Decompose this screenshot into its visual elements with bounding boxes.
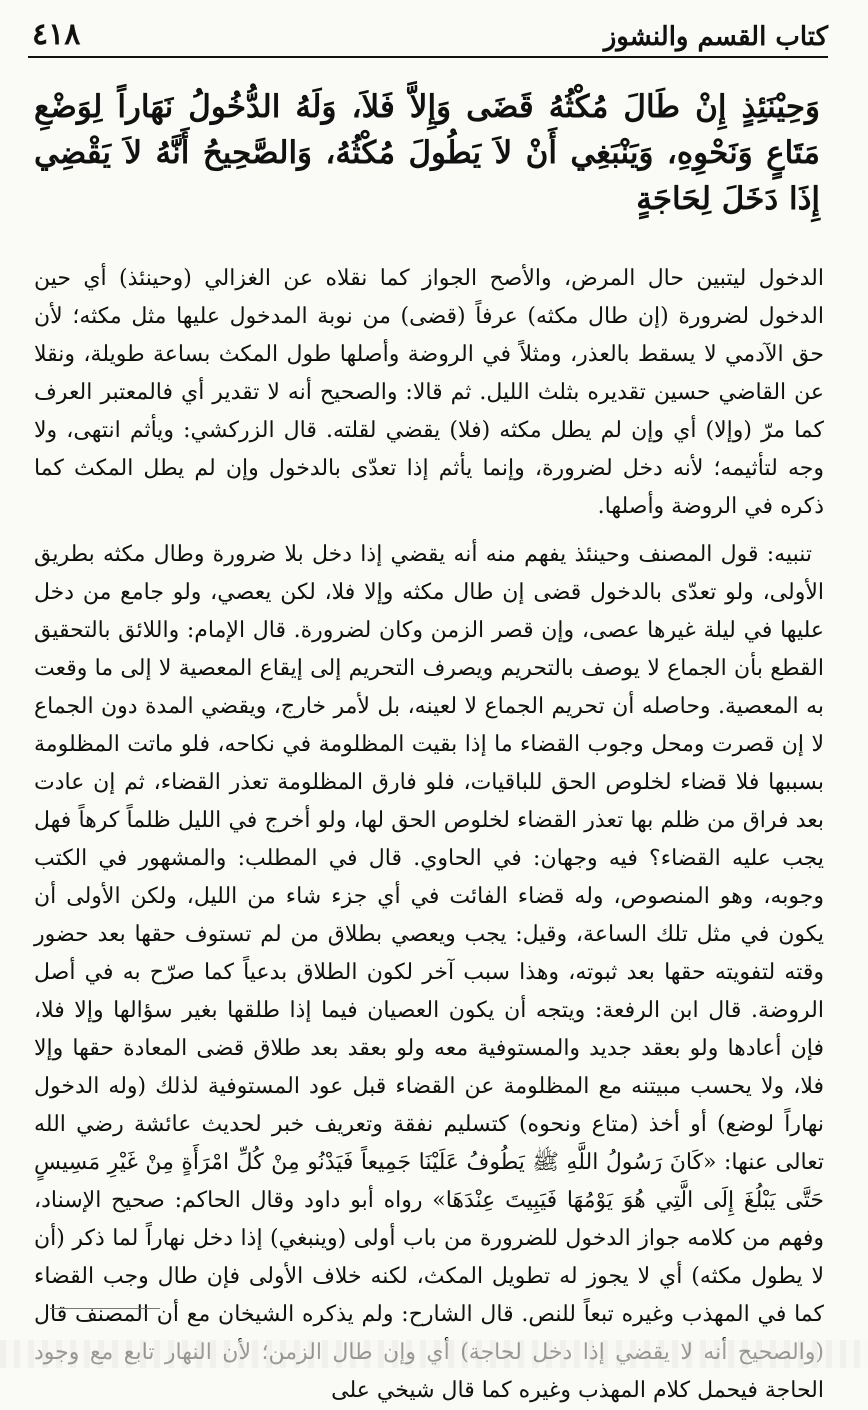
bottom-rule (50, 1308, 160, 1309)
main-text-paragraph: وَحِيْنَئِذٍ إِنْ طَالَ مُكْثُهُ قَضَى وَإِلاَّ فَلاَ، وَلَهُ الدُّخُولُ نَهَاراً لِوَضْعِ مَتَاعٍ وَنَحْوِهِ، وَيَنْبَغِي أَنْ لاَ يَطُولَ مُكْثُهُ، وَالصَّحِيحُ أَنَّهُ لاَ يَقْضِي إِذَا دَخَلَ لِحَاجَةٍ (34, 89, 820, 217)
commentary-paragraph-1: الدخول ليتبين حال المرض، والأصح الجواز كما نقلاه عن الغزالي (وحينئذ) أي حين الدخول لضرورة (إن طال مكثه) عرفاً (قضى) من نوبة المدخول عليها مثل مكثه؛ لأن حق الآدمي لا يسقط بالعذر، ومثلاً في الروضة وأصلها طول المكث بساعة طويلة، ونقلا عن القاضي حسين تقديره بثلث الليل. ثم قالا: والصحيح أنه لا تقدير أي فالمعتبر العرف كما مرّ (وإلا) أي وإن لم يطل مكثه (فلا) يقضي لقلته. قال الزركشي: ويأثم انتهى، ولا وجه لتأثيمه؛ لأنه دخل لضرورة، وإنما يأثم إذا تعدّى بالدخول وإن لم يطل المكث كما ذكره في الروضة وأصلها. (34, 266, 824, 519)
commentary-paragraph-2: تنبيه: قول المصنف وحينئذ يفهم منه أنه يقضي إذا دخل بلا ضرورة وطال مكثه بطريق الأولى، ولو تعدّى بالدخول قضى إن طال مكثه وإلا فلا، لكن يعصي، ولو جامع من دخل عليها في ليلة غيرها عصى، وإن قصر الزمن وكان لضرورة. قال الإمام: واللائق بالتحقيق القطع بأن الجماع لا يوصف بالتحريم ويصرف التحريم إلى إيقاع المعصية لا إلى ما وقعت به المعصية. وحاصله أن تحريم الجماع لا لعينه، بل لأمر خارج، ويقضي المدة دون الجماع لا إن قصرت ومحل وجوب القضاء ما إذا بقيت المظلومة في نكاحه، فلو ماتت المظلومة بسببها فلا قضاء لخلوص الحق للباقيات، فلو فارق المظلومة تعذر القضاء، ثم إن عادت بعد فراق من ظلم بها تعذر القضاء لخلوص الحق لها، ولو أخرج في الليل ظلماً كرهاً فهل يجب عليه القضاء؟ فيه وجهان: في الحاوي. قال في المطلب: والمشهور في الكتب وجوبه، وهو المنصوص، وله قضاء الفائت في أي جزء شاء من الليل، ولكن الأولى أن يكون في مثل تلك الساعة، وقيل: يجب ويعصي بطلاق من لم تستوف حقها بعد حضور وقته لتفويته حقها بعد ثبوته، وهذا سبب آخر لكون الطلاق بدعياً كما صرّح به في أصل الروضة. قال ابن الرفعة: ويتجه أن يكون العصيان فيما إذا طلقها بغير سؤالها وإلا فلا، فإن أعادها ولو بعقد جديد والمستوفية معه ولو بعقد بعد طلاق قضى المعادة حقها وإلا فلا، ولا يحسب مبيتنه مع المظلومة عن القضاء قبل عود المستوفية لذلك (وله الدخول نهاراً لوضع) أو أخذ (متاع ونحوه) كتسليم نفقة وتعريف خبر لحديث عائشة رضي الله تعالى عنها: «كَانَ رَسُولُ اللَّهِ ﷺ يَطُوفُ عَلَيْنَا جَمِيعاً فَيَدْنُو مِنْ كُلِّ امْرَأَةٍ مِنْ غَيْرِ مَسِيسٍ حَتَّى يَبْلُغَ إِلَى الَّتِي هُوَ يَوْمُهَا فَيَبِيتَ عِنْدَهَا» رواه أبو داود وقال الحاكم: صحيح الإسناد، وفهم من كلامه جواز الدخول للضرورة من باب أولى (وينبغي) إذا دخل نهاراً لما ذكر (أن لا يطول مكثه) أي لا يجوز له تطويل المكث، لكنه خلاف الأولى فإن طال وجب القضاء كما في المهذب وغيره تبعاً للنص. قال الشارح: ولم يذكره الشيخان مع أن المصنف قال الحاجة فيحمل كلام المهذب وغيره كما قال شيخي على (34, 542, 825, 1403)
page-header (28, 10, 828, 58)
running-title: كتاب القسم والنشوز (603, 22, 828, 52)
main-text (28, 84, 828, 222)
page-number: ٤١٨ (32, 17, 81, 52)
scan-edge (0, 1340, 868, 1368)
commentary (28, 260, 828, 1410)
